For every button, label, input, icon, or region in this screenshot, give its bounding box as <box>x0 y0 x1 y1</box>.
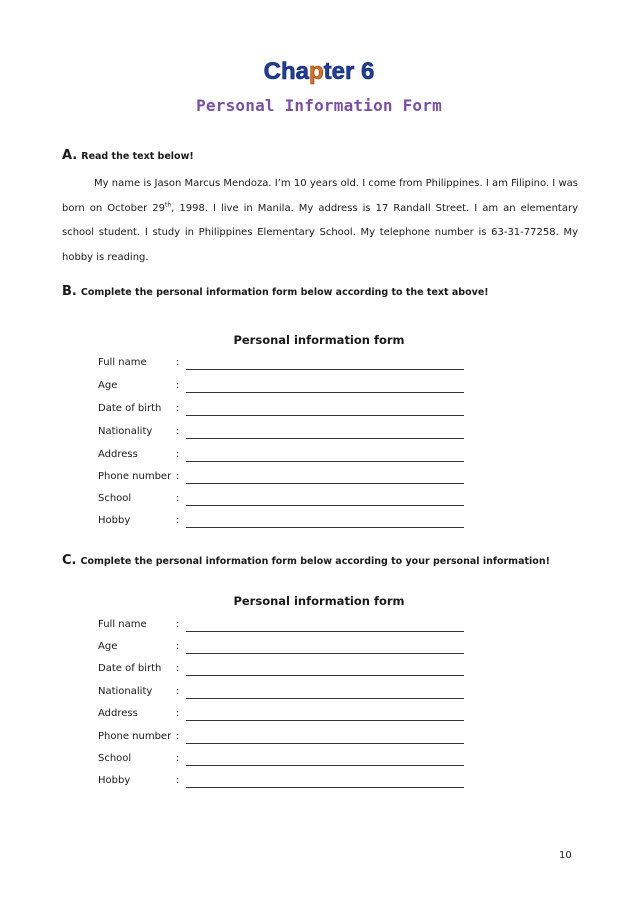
section-b-heading <box>62 284 489 299</box>
field-colon: : <box>176 731 180 742</box>
field-label: School <box>98 753 132 764</box>
chapter-letter-p: p <box>308 58 324 85</box>
answer-line[interactable] <box>186 743 464 744</box>
field-label: Address <box>98 708 138 719</box>
field-label: Nationality <box>98 426 153 437</box>
answer-line[interactable] <box>186 392 464 393</box>
form-b-title: Personal information form <box>233 333 405 347</box>
section-a-letter: A. <box>62 148 78 163</box>
answer-line[interactable] <box>186 720 464 721</box>
field-label: Age <box>98 641 118 652</box>
answer-line[interactable] <box>186 698 464 699</box>
field-colon: : <box>176 686 180 697</box>
field-label: Date of birth <box>98 403 162 414</box>
field-colon: : <box>176 426 180 437</box>
reading-text-part-2: , 1998. I live in Manila. My address is 17 Randall Street. I am an elementary school student. I study in Philippines Elementary School. My telephone number is 63-31-77258. My hobby is reading. <box>62 202 578 263</box>
field-label: Hobby <box>98 775 131 786</box>
section-c-heading <box>62 553 550 568</box>
answer-line[interactable] <box>186 527 464 528</box>
field-colon: : <box>176 449 180 460</box>
field-label: Nationality <box>98 686 153 697</box>
chapter-heading <box>0 58 638 86</box>
field-colon: : <box>176 641 180 652</box>
answer-line[interactable] <box>186 631 464 632</box>
field-label: Phone number <box>98 731 172 742</box>
answer-line[interactable] <box>186 787 464 788</box>
chapter-word-part-2: ter <box>323 58 355 85</box>
answer-line[interactable] <box>186 369 464 370</box>
field-label: School <box>98 493 132 504</box>
section-c-letter: C. <box>62 553 77 568</box>
field-colon: : <box>176 753 180 764</box>
field-colon: : <box>176 471 180 482</box>
field-colon: : <box>176 403 180 414</box>
field-colon: : <box>176 357 180 368</box>
answer-line[interactable] <box>186 438 464 439</box>
section-b-letter: B. <box>62 284 77 299</box>
answer-line[interactable] <box>186 483 464 484</box>
form-c-title: Personal information form <box>233 594 405 608</box>
field-colon: : <box>176 380 180 391</box>
field-colon: : <box>176 619 180 630</box>
field-colon: : <box>176 775 180 786</box>
field-label: Age <box>98 380 118 391</box>
field-colon: : <box>176 515 180 526</box>
answer-line[interactable] <box>186 675 464 676</box>
chapter-word-part-1: Cha <box>263 58 309 85</box>
field-label: Hobby <box>98 515 131 526</box>
page-title: Personal Information Form <box>196 96 442 115</box>
section-a-instruction: Read the text below! <box>81 151 194 162</box>
chapter-number: 6 <box>361 58 375 85</box>
reading-text-superscript: th <box>165 201 172 209</box>
field-label: Address <box>98 449 138 460</box>
section-b-instruction: Complete the personal information form below according to the text above! <box>80 287 489 298</box>
field-label: Full name <box>98 619 147 630</box>
field-label: Date of birth <box>98 663 162 674</box>
section-c-instruction: Complete the personal information form below according to your personal information! <box>80 556 550 567</box>
answer-line[interactable] <box>186 461 464 462</box>
field-colon: : <box>176 708 180 719</box>
reading-text-part-1: My name is Jason Marcus Mendoza. I’m 10 years old. I come from Philippines. I am Filipino. I was born on October 29 <box>62 178 578 214</box>
answer-line[interactable] <box>186 505 464 506</box>
field-label: Phone number <box>98 471 172 482</box>
answer-line[interactable] <box>186 765 464 766</box>
field-colon: : <box>176 663 180 674</box>
answer-line[interactable] <box>186 653 464 654</box>
section-a-heading <box>62 148 194 163</box>
field-label: Full name <box>98 357 147 368</box>
page-number: 10 <box>559 850 572 861</box>
reading-text <box>62 172 578 270</box>
field-colon: : <box>176 493 180 504</box>
answer-line[interactable] <box>186 415 464 416</box>
